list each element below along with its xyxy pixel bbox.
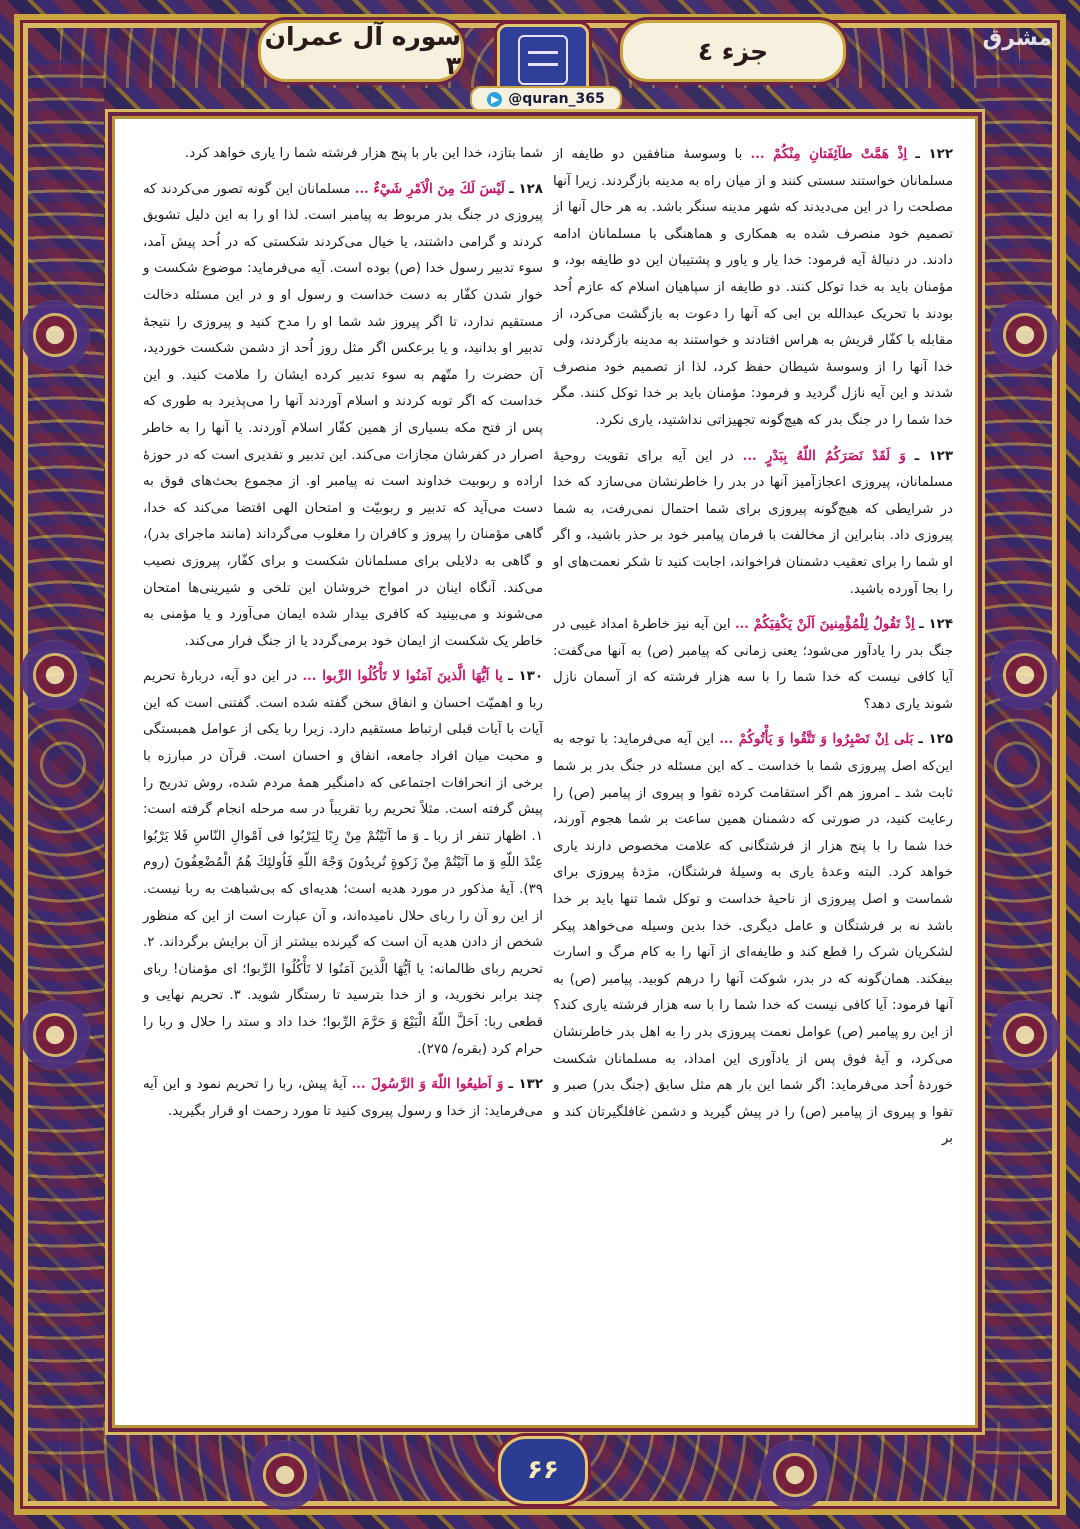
verse-quote: بَلى اِنْ تَصْبِرُوا وَ تَتَّقُوا وَ يَأْتُوكُمْ ... xyxy=(719,731,914,748)
right-column xyxy=(553,141,953,1161)
tafsir-paragraph xyxy=(143,141,543,168)
verse-number: ۱۳۲ ـ xyxy=(508,1077,544,1093)
telegram-icon xyxy=(487,92,502,107)
surah-title-text: سوره آل عمران ۳ xyxy=(264,22,461,80)
paragraph-text: این آیه نیز خاطرهٔ امداد غیبی در جنگ بدر را یادآور می‌شود؛ یعنی زمانی که پیامبر (ص) به آنها می‌گفت: آیا کافی نیست که خدا شما را با سه هزار فرشته که از آسمان نازل شوند یاری دهد؟ xyxy=(553,617,953,712)
paragraph-text: در این دو آیه، دربارهٔ تحریم ربا و اهمیّت احسان و انفاق سخن گفته شده است. گفتنی است که این آیات با آیات قبلی ارتباط مستقیم دارد. زیرا ربا یکی از عوامل همبستگی و محبت میان افراد جامعه، انفاق و احسان است. قرآن در مبارزه با برخی از انحرافات اجتماعی که دامنگیر همهٔ مردم شده، روش تدریج را پیش گرفته است. مثلاً تحریم ربا تقریباً در سه مرحله انجام گرفته است: ۱. اظهار تنفر از ربا ـ وَ ما آتَيْتُمْ مِنْ رِبًا لِيَرْبُوا فى اَمْوالِ النّاسِ فَلا يَرْبُوا عِنْدَ اللّهِ وَ ما آتَيْتُمْ مِنْ زَكوةٍ تُريدُونَ وَجْهَ اللّهِ فَاُولئِكَ هُمُ الْمُضْعِفُونَ (روم ۳۹). آیهٔ مذکور در مورد هدیه است؛ هدیه‌ای که بی‌شباهت به ربا نیست. از این رو آن را ربای حلال نامیده‌اند، و آن عبارت است از این که منظور شخص از دادن هدیه آن است که گیرنده بیشتر از آن برایش برگرداند. ۲. تحریم ربای ظالمانه: يا اَيُّهَا الَّذينَ آمَنُوا لا تَأْكُلُوا الرِّبوا؛ ای مؤمنان! ربای چند برابر نخورید، و از خدا بترسید تا رستگار شوید. ۳. تحریم نهایی و قطعی ربا: اَحَلَّ اللّهُ الْبَيْعَ وَ حَرَّمَ الرِّبوا؛ خدا داد و ستد را حلال و ربا را حرام کرد (بقره/ ۲۷۵). xyxy=(143,669,543,1057)
verse-quote: يا اَيُّهَا الَّذينَ آمَنُوا لا تَأْكُلُوا الرِّبوا ... xyxy=(302,668,503,685)
tafsir-paragraph xyxy=(553,443,953,604)
ornament-medallion-icon xyxy=(760,1440,830,1510)
verse-number: ۱۲۲ ـ xyxy=(915,147,953,162)
watermark-logo: مشرق xyxy=(982,26,1052,51)
ornament-medallion-icon xyxy=(20,300,90,370)
verse-number: ۱۳۰ ـ xyxy=(508,669,543,685)
tafsir-paragraph xyxy=(553,141,953,435)
kufic-emblem-icon xyxy=(518,35,568,85)
tafsir-paragraph xyxy=(143,176,543,656)
tafsir-paragraph xyxy=(553,611,953,718)
verse-quote: وَ اَطيعُوا اللّهَ وَ الرَّسُولَ ... xyxy=(351,1076,504,1093)
tafsir-paragraph xyxy=(143,1071,543,1125)
ornament-medallion-icon xyxy=(250,1440,320,1510)
left-column xyxy=(143,141,543,1133)
channel-handle[interactable] xyxy=(470,86,622,112)
verse-quote: اِذْ هَمَّتْ طآئِفَتانِ مِنْكُمْ ... xyxy=(750,146,908,162)
ornament-medallion-icon xyxy=(990,640,1060,710)
paragraph-text: مسلمانان این گونه تصور می‌کردند که پیروزی در جنگ بدر مربوط به پیامبر است. لذا او را به این دلیل تشویق کردند و گرامی داشتند، یا خیال می‌کردند شکستی که در اُحد پیش آمد، سوء تدبیر رسول خدا (ص) بوده است. آیه می‌فرماید: موضوع شکست و خوار شدن کفّار به دست خداست و رسول او و در این مسئله دخالت مستقیم ندارد، تا اگر پیروز شد شما او را مدح کنید و پیروزی را نتیجهٔ تدبیر او بدانید، و یا برعکس اگر مثل روز اُحد از دشمن شکست خوردید، آن حضرت را متّهم به سوء تدبیر کرده ایشان را ملامت کنید. و این خداست که اگر توبه کردند و اسلام آوردند آنها را می‌پذیرد به طوری که پس از فتح مکه بسیاری از همین کفّار اسلام آوردند. یا آنها را به خاطر اصرار در کفرشان مجازات می‌کند. این تدبیر و تقدیری است که در حوزهٔ اراده و ربوبیت خداوند است نه پیامبر او. از مجموع بحث‌های فوق به دست می‌آید که تدبیر و ربوبیّت و امتحان الهی اقتضا می‌کند که خدا، گاهی مؤمنان را پیروز و کافران را مغلوب می‌گرداند (مانند ماجرای بدر)، و گاهی به دلایلی برای مسلمانان شکست و برای کفّار، پیروزی نصیب می‌کند. آنگاه اینان در امواج خروشان این تلخی و شیرینی‌ها امتحان می‌شوند و می‌بینید که کافری بیدار شده ایمان می‌آورد و یا مؤمنی به خاطر یک شکست از ایمان خود برمی‌گردد یا از جنگ فرار می‌کند. xyxy=(143,181,543,649)
tafsir-paragraph xyxy=(143,663,543,1063)
verse-quote: لَيْسَ لَكَ مِنَ الْاَمْرِ شَيْءٌ ... xyxy=(354,180,505,197)
paragraph-text: این آیه می‌فرماید: با توجه به این‌که اصل پیروزی شما با خداست ـ که این مسئله در جنگ بدر بر شما ثابت شد ـ امروز هم اگر استقامت کرده تقوا و پیروی از پیامبر (ص) را رعایت کنید، در صورتی که دشمنان همین ساعت بر شما هجوم آورند، خدا شما را با پنج هزار از فرشتگانی که علامت مخصوص دارند یاری خواهد کرد. البته وعدهٔ یاری به وسیلهٔ فرشتگان، مژدهٔ پیروزی برای شماست و اصل پیروزی از ناحیهٔ خداست و توکل شما تنها باید بر خدا باشد نه بر فرشتگان و عامل دیگری. خدا بدین وسیله می‌خواهد پیکر لشکریان شرک را قطع کند و طایفه‌ای از آنها را به کام مرگ و اسارت بیفکند. همان‌گونه که در بدر، شوکت آنها را درهم کوبید. پیامبر (ص) به آنها فرمود: آیا کافی نیست که خدا شما را با سه هزار فرشته یاری کند؟ از این رو پیامبر (ص) عوامل نعمت پیروزی بدر را به اهل بدر خاطرنشان می‌کرد، و آیهٔ فوق پس از یادآوری این امداد، به مسلمانان شکست خوردهٔ اُحد می‌فرماید: اگر شما این بار هم مثل سابق (جنگ بدر) صبر و تقوا و پیروی از پیامبر (ص) را در پیش گیرید و دشمن غافلگیرتان کند و بر xyxy=(553,732,953,1147)
tafsir-paragraph xyxy=(553,726,953,1153)
ornament-medallion-icon xyxy=(990,300,1060,370)
surah-title xyxy=(258,20,464,82)
paragraph-text: در این آیه برای تقویت روحیهٔ مسلمانان، پیروزی اعجازآمیز آنها در بدر را خاطرنشان می‌سازد که خدا در شرایطی که هیچ‌گونه پیروزی برای شما احتمال نمی‌رفت، به شما پیروزی داد. بنابراین از مخالفت با فرمان پیامبر خود بر حذر باشید، و اگر او شما را برای تعقیب دشمنان فراخواند، اجابت کنید تا شکر نعمت‌های او را بجا آورده باشید. xyxy=(553,448,953,597)
page-number: ۶۶ xyxy=(498,1436,588,1504)
juz-title-text: جزء ٤ xyxy=(697,36,769,66)
ornament-medallion-icon xyxy=(20,1000,90,1070)
verse-quote: وَ لَقَدْ نَصَرَكُمُ اللّهُ بِبَدْرٍ ... xyxy=(742,447,906,464)
ornament-medallion-icon xyxy=(990,1000,1060,1070)
verse-number: ۱۲۴ ـ xyxy=(919,617,953,633)
verse-number: ۱۲۸ ـ xyxy=(509,181,543,197)
ornament-medallion-icon xyxy=(20,640,90,710)
paragraph-text: با وسوسهٔ منافقین دو طایفه از مسلمانان خواستند سستی کنند و از میان راه به مدینه بازگردند. زیرا آنها مصلحت را در این می‌دیدند که شهر مدینه سنگر باشد. به هر حال آنها از تصمیم خود منصرف شده به همکاری و هماهنگی با مسلمانان ادامه دادند. در دنبالهٔ آیه فرمود: خدا یار و یاور و پشتیبان این دو طایفه بود، و مؤمنان باید به خدا توکل کنند. دو طایفه از سپاهیان اسلام که عازم اُحد بودند با تحریک عبدالله بن ابی که آنها را دعوت به بازگشت می‌کرد، از مقابله با کفّار قریش به هراس افتادند و خواستند به مدینه بازگردند، ولی خدا آنها را از وسوسهٔ شیطان حفظ کرد، لذا از تصمیم خود منصرف شدند و این آیه نازل گردید و فرمود: مؤمنان باید بر خدا توکل کنند. مگر خدا شما را در جنگ بدر که هیچ‌گونه تجهیزاتی نداشتید، یاری نکرد. xyxy=(553,147,953,428)
tafsir-content xyxy=(112,116,978,1428)
channel-handle-text: @quran_365 xyxy=(508,91,605,107)
verse-number: ۱۲۳ ـ xyxy=(914,448,953,464)
verse-quote: اِذْ تَقُولُ لِلْمُؤْمِنينَ اَلَنْ يَكْفِيَكُمْ ... xyxy=(734,616,915,633)
paragraph-text: شما بتازد، خدا این بار با پنج هزار فرشته شما را یاری خواهد کرد. xyxy=(185,146,543,161)
paragraph-text: آیهٔ پیش، ربا را تحریم نمود و این آیه می‌فرماید: از خدا و رسول پیروی کنید تا مورد رحمت او قرار بگیرید. xyxy=(143,1077,543,1119)
verse-number: ۱۲۵ ـ xyxy=(918,732,953,748)
juz-title xyxy=(620,20,846,82)
